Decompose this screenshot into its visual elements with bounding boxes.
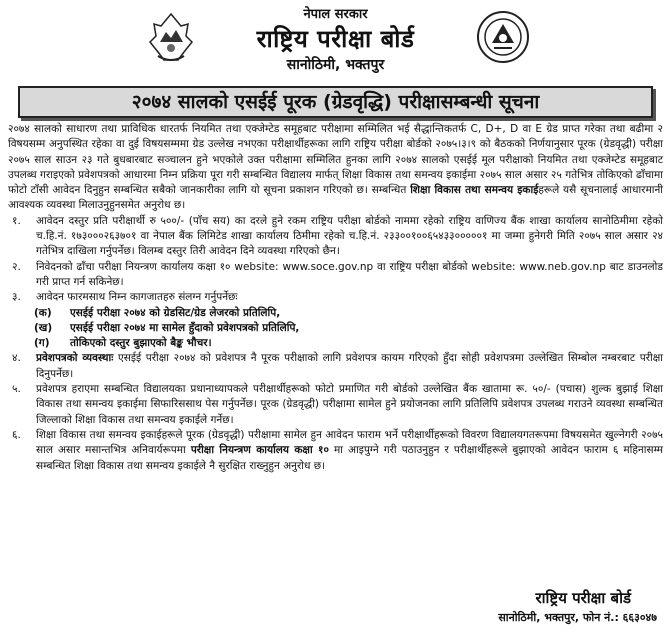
item-number: ४. xyxy=(12,352,21,365)
header xyxy=(0,0,671,84)
item-bold: परीक्षा नियन्त्रण कार्यालय कक्षा १० xyxy=(190,444,329,457)
list-item xyxy=(8,428,663,474)
item-number: ५. xyxy=(12,383,21,396)
sub-item-key: (ग) xyxy=(34,337,50,350)
notice-title: २०७४ सालको एसईई पूरक (ग्रेडवृद्धि) परीक्षासम्बन्धी सूचना xyxy=(18,86,653,118)
board-name: राष्ट्रिय परीक्षा बोर्ड xyxy=(256,25,415,53)
signature-address: सानोठिमी, भक्तपुर, फोन नं.: ६६३०४७ xyxy=(498,611,657,624)
item-text: एसईई परीक्षा २०७४ को प्रवेशपत्र नै पूरक परीक्षाको लागि प्रवेशपत्र कायम गरिएको हुँदा सोही प्रवेशपत्रमा उल्लेखित सिम्बोल नम्बरबाट परीक्षा दिनुपर्नेछ। xyxy=(36,352,663,380)
item-number: २. xyxy=(12,260,21,273)
intro-text-1: २०७४ सालको साधारण तथा प्राविधिक धारतर्फ नियमित तथा एक्जेम्टेड समूहबाट परीक्षामा सम्मिलित भई सैद्धान्तिकतर्फ C, D+, D वा E ग्रेड प्राप्त गरेका तथा बढीमा २ विषयसम्म अनुपस्थित रहेका वा दुई विषयसम्ममा ग्रेड उल्लेख नभएका परीक्षार्थीहरूका लागि राष्ट्रिय परीक्षा बोर्डको २०७५।३।९ को बैठकको निर्णयानुसार पूरक (ग्रेडवृद्धी) परीक्षा २०७५ साल साउन २३ गते बुधबारबाट सञ्चालन हुने भएकोले उक्त परीक्षामा सम्मिलित हुनका लागि २०७४ सालको एसईई मूल परीक्षाको नियमित तथा एक्जेम्टेड समूहबाट उपलब्ध गराइएको प्रवेशपत्रको आधारमा निम्न प्रक्रिया पूरा गरी सम्बन्धित विद्यालय मार्फत् शिक्षा विकास तथा समन्वय इकाईमा २०७५ साल असार २५ गतेभित्र तोकिएको ढाँचामा फोटो टाँसी आवेदन दिनुहुन सम्बन्धित सबैको जानकारीका लागि यो सूचना प्रकाशन गरिएको छ। सम्बन्धित xyxy=(8,123,663,197)
intro-bold: शिक्षा विकास तथा समन्वय इकाई xyxy=(410,184,539,197)
item-number: १. xyxy=(12,214,21,227)
sub-item xyxy=(8,321,663,336)
list-item xyxy=(8,290,663,305)
sub-item-key: (ख) xyxy=(34,321,53,334)
sub-item-key: (क) xyxy=(34,306,52,319)
item-text: निवेदनको ढाँचा परीक्षा नियन्त्रण कार्यालय कक्षा १० website: www.soce.gov.np वा राष्ट्रिय परीक्षा बोर्डको website: www.neb.gov.np बाट डाउनलोड गरी प्राप्त गर्न सकिनेछ। xyxy=(36,260,663,288)
sub-item-text: तोकिएको दस्तुर बुझाएको बैङ्क भौचर। xyxy=(70,337,212,350)
sub-item xyxy=(8,336,663,351)
board-address: सानोठिमी, भक्तपुर xyxy=(286,57,385,73)
item-text: आवेदन फारमसाथ निम्न कागजातहरु संलग्न गर्नुपर्नेछः xyxy=(36,291,238,304)
notice-body xyxy=(8,122,663,474)
item-text: शिक्षा विकास तथा समन्वय इकाईहरूले पूरक (ग्रेडवृद्धी) परीक्षामा सामेल हुन आवेदन फाराम भर्ने परीक्षार्थीहरूको विवरण विद्यालयगतरूपमा विषयसमेत खुल्नेगरी २०७५ साल असार मसान्तभित्र अनिवार्यरूपमा xyxy=(36,428,663,457)
intro-text-2: हरूले यसै सूचनालाई आधारमानी आवश्यक व्यवस्था मिलाउनुहुनसमेत अनुरोध छ। xyxy=(8,184,664,212)
intro-paragraph xyxy=(8,122,663,214)
item-text: मा आइपुग्ने गरी पठाउनुहुन र परीक्षार्थीहरूले बुझाएको आवेदन फाराम ६ महिनासम्म सम्बन्धित शिक्षा विकास तथा समन्वय इकाईले नै सुरक्षित राख्नुहुन अनुरोध छ। xyxy=(36,444,663,472)
sub-item xyxy=(8,306,663,321)
list-item xyxy=(8,351,663,382)
item-number: ३. xyxy=(12,291,21,304)
sub-item-text: एसईई परीक्षा २०७४ मा सामेल हुँदाको प्रवेशपत्रको प्रतिलिपि, xyxy=(70,321,300,334)
sub-item-text: एसईई परीक्षा २०७४ को ग्रेडसिट/ग्रेड लेजरको प्रतिलिपि, xyxy=(70,306,281,319)
list-item xyxy=(8,260,663,291)
government-label: नेपाल सरकार xyxy=(303,7,368,22)
item-number: ६. xyxy=(12,428,21,441)
item-text: प्रवेशपत्र हराएमा सम्बन्धित विद्यालयका प्रधानाध्यापकले परीक्षार्थीहरूको फोटो प्रमाणित गरी बोर्डको उल्लेखित बैंक खातामा रू. ५०/- (पचास) शुल्क बुझाई शिक्षा विकास तथा समन्वय इकाईमा सिफारिससाथ पेस गर्नुपर्नेछ। पूरक (ग्रेडवृद्धी) परीक्षामा सामेल हुने प्रयोजनका लागि प्रतिलिपि प्रवेशपत्र उपलब्ध गराउने व्यवस्था सम्बन्धित जिल्लाको शिक्षा विकास तथा समन्वय इकाईले गर्नेछ। xyxy=(36,383,663,426)
item-text: आवेदन दस्तुर प्रति परीक्षार्थी रु ५००/- (पाँच सय) का दरले हुने रकम राष्ट्रिय परीक्षा बोर्डको नाममा रहेको राष्ट्रिय वाणिज्य बैंक शाखा कार्यालय सानोठिमीमा रहेको च.हि.नं. १७३०००२६३७०१ वा नेपाल बैंक लिमिटेड शाखा कार्यालय ठिमीमा रहेको च.हि.नं. २३३००१००६५४३३०००००१ मा जम्मा हुनेगरी मिति २०७५ साल असार २४ गतेभित्र दाखिला गर्नुपर्नेछ। विलम्ब दस्तुर तिरी आवेदन दिने व्यवस्था गरिएको छैन। xyxy=(36,214,663,258)
signature-title: राष्ट्रिय परीक्षा बोर्ड xyxy=(535,589,631,607)
item-bold: प्रवेशपत्रको व्यवस्थाः xyxy=(36,352,114,365)
list-item xyxy=(8,382,663,428)
list-item xyxy=(8,214,663,260)
